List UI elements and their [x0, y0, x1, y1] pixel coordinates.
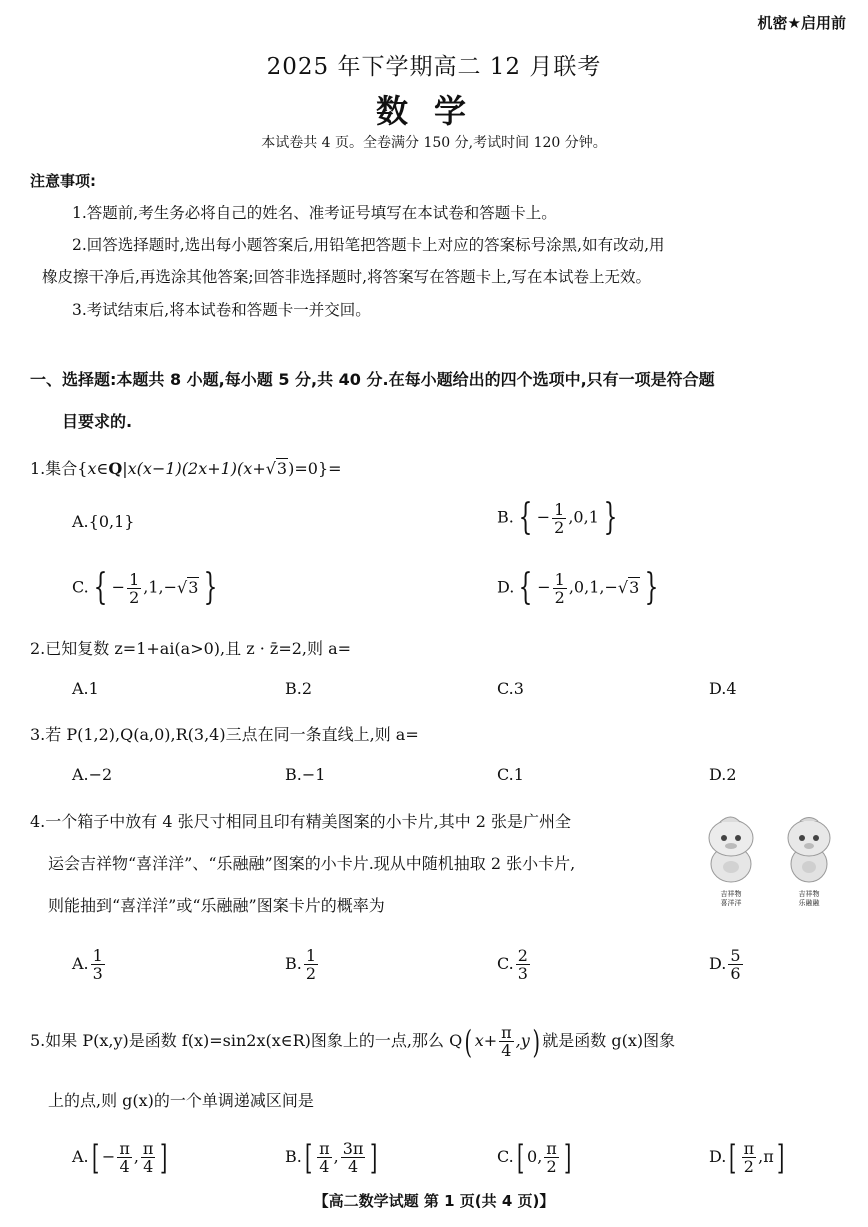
- subject-title: 数学: [375, 92, 492, 130]
- question-5-stem: 5.如果 P(x,y)是函数 f(x)=sin2x(x∈R)图象上的一点,那么 Q( x+ $\frac{\pi}{4}$ ,y) 就是函数 g(x)图象: [30, 1022, 676, 1061]
- section-heading-cont: 目要求的.: [62, 412, 133, 431]
- q4-option-c: C. $\frac{2}{3}$: [497, 946, 528, 983]
- q2-option-c: C.3: [497, 679, 524, 698]
- exam-meta: 本试卷共 4 页。全卷满分 150 分,考试时间 120 分钟。: [261, 135, 607, 151]
- q4-option-a: A. $\frac{1}{3}$: [72, 946, 103, 983]
- q5-option-d: D.[ $\frac{\pi}{2}$ ,π]: [709, 1137, 785, 1178]
- q1-option-c: C. { − $\frac{1}{2}$ ,1,−√3 }: [72, 567, 218, 608]
- question-2-stem: 2.已知复数 z=1+ai(a>0),且 z · z̄=2,则 a=: [30, 639, 352, 658]
- q3-option-d: D.2: [709, 765, 737, 784]
- q3-option-a: A.−2: [72, 765, 113, 784]
- question-1-stem: 1.集合{x∈Q|x(x−1)(2x+1)(x+√3)=0}=: [30, 459, 342, 478]
- question-4-line: 运会吉祥物“喜洋洋”、“乐融融”图案的小卡片.现从中随机抽取 2 张小卡片,: [48, 854, 576, 873]
- q5-option-a: A.[ − $\frac{\pi}{4}$ , $\frac{\pi}{4}$ ]: [72, 1137, 168, 1178]
- section-heading: 一、选择题:本题共 8 小题,每小题 5 分,共 40 分.在每小题给出的四个选项中,只有一项是符合题: [30, 370, 715, 389]
- notes-heading: 注意事项:: [30, 172, 96, 190]
- note-item: 1.答题前,考生务必将自己的姓名、准考证号填写在本试卷和答题卡上。: [72, 204, 557, 222]
- q1-option-a: A.{0,1}: [72, 512, 135, 531]
- q5-option-c: C.[ 0, $\frac{\pi}{2}$ ]: [497, 1137, 572, 1178]
- question-3-stem: 3.若 P(1,2),Q(a,0),R(3,4)三点在同一条直线上,则 a=: [30, 725, 419, 744]
- question-4-line: 4.一个箱子中放有 4 张尺寸相同且印有精美图案的小卡片,其中 2 张是广州全: [30, 812, 572, 831]
- q3-option-c: C.1: [497, 765, 524, 784]
- mascot-lerongrong-image: 吉祥物 乐融融: [778, 812, 840, 904]
- q2-option-d: D.4: [709, 679, 737, 698]
- exam-title: 2025 年下学期高二 12 月联考: [266, 54, 602, 80]
- question-5-line: 上的点,则 g(x)的一个单调递减区间是: [48, 1091, 314, 1110]
- page-footer: 【高二数学试题 第 1 页(共 4 页)】: [313, 1192, 555, 1210]
- q4-option-d: D. $\frac{5}{6}$: [709, 946, 741, 983]
- note-item: 橡皮擦干净后,再选涂其他答案;回答非选择题时,将答案写在答题卡上,写在本试卷上无效。: [42, 268, 652, 286]
- confidential-mark: 机密★启用前: [757, 14, 846, 32]
- q3-option-b: B.−1: [285, 765, 326, 784]
- mascot-xiyangyang-image: 吉祥物 喜洋洋: [700, 812, 762, 904]
- q2-option-b: B.2: [285, 679, 313, 698]
- q1-option-b: B. { − $\frac{1}{2}$ ,0,1 }: [497, 497, 618, 538]
- note-item: 2.回答选择题时,选出每小题答案后,用铅笔把答题卡上对应的答案标号涂黑,如有改动,用: [72, 236, 665, 254]
- q1-option-d: D. { − $\frac{1}{2}$ ,0,1,−√3 }: [497, 567, 659, 608]
- q2-option-a: A.1: [72, 679, 99, 698]
- q5-option-b: B.[ $\frac{\pi}{4}$ , $\frac{3\pi}{4}$ ]: [285, 1137, 378, 1178]
- q4-option-b: B. $\frac{1}{2}$: [285, 946, 317, 983]
- note-item: 3.考试结束后,将本试卷和答题卡一并交回。: [72, 301, 371, 319]
- question-4-line: 则能抽到“喜洋洋”或“乐融融”图案卡片的概率为: [48, 896, 385, 915]
